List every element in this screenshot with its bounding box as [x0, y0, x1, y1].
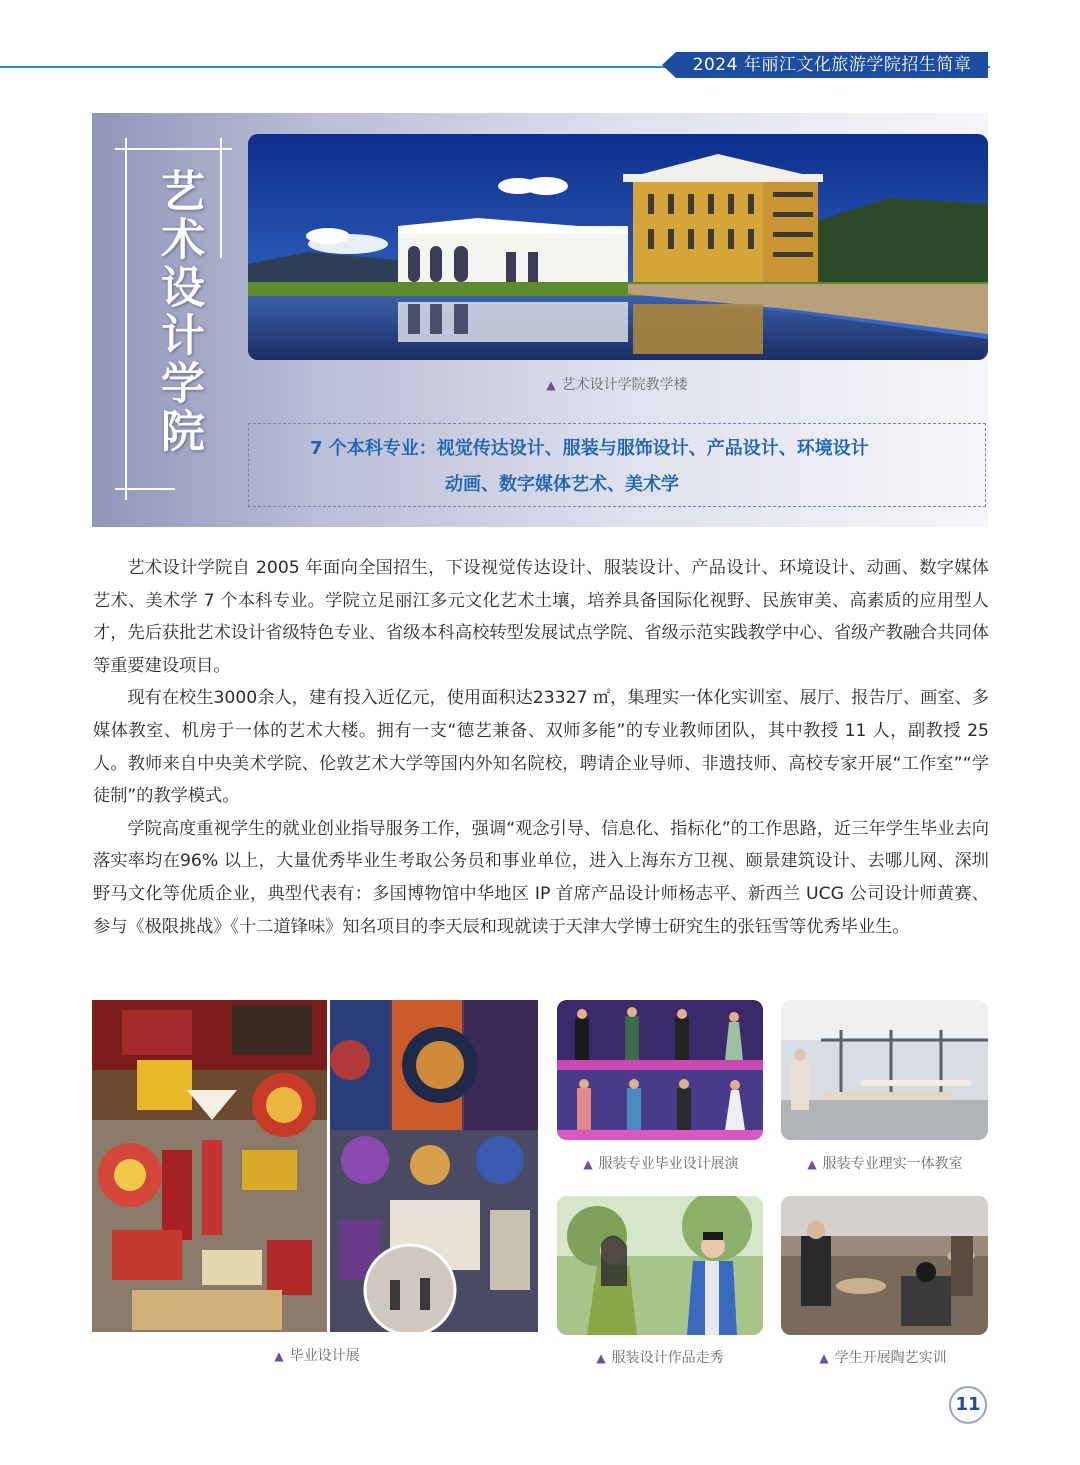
runway-caption: ▲ 服装设计作品走秀 — [596, 1350, 724, 1366]
runway-photo — [557, 1196, 763, 1335]
paragraph: 现有在校生3000余人，建有投入近亿元，使用面积达23327 ㎡，集理实一体化实训室、展厅、报告厅、画室、多媒体教室、机房于一体的艺术大楼。拥有一支“德艺兼备、双师多能”的专业教师团队，其中教授 11 人，副教授 25 人。教师来自中央美术学院、伦敦艺术大学等国内外知名院校，聘请企业导师、非遗技师、高校专家开展“工作室”“学徒制”的教学模式。 — [93, 688, 989, 807]
fashion-show-photo — [557, 1000, 763, 1140]
decor-horizontal-line-top — [115, 148, 232, 150]
fashion-show-caption: ▲ 服装专业毕业设计展演 — [583, 1156, 739, 1172]
triangle-icon: ▲ — [274, 1349, 284, 1363]
pottery-caption: ▲ 学生开展陶艺实训 — [819, 1350, 947, 1366]
page-number: 11 — [949, 1386, 987, 1424]
majors-line-1 — [310, 434, 869, 460]
body-text — [93, 552, 989, 943]
paragraph: 学院高度重视学生的就业创业指导服务工作，强调“观念引导、信息化、指标化”的工作思路，近三年学生毕业去向落实率均在96% 以上，大量优秀毕业生考取公务员和事业单位，进入上海东方卫视、颐景建筑设计、去哪儿网、深圳野马文化等优质企业，典型代表有：多国博物馆中华地区 IP 首席产品设计师杨志平、新西兰 UCG 公司设计师黄赛、参与《极限挑战》《十二道锋味》知名项目的李天辰和现就读于天津大学博士研究生的张钰雪等优秀毕业生。 — [93, 818, 989, 937]
triangle-icon: ▲ — [583, 1157, 593, 1171]
classroom-photo — [781, 1000, 988, 1140]
decor-vertical-line-right — [220, 138, 222, 258]
grad-show-caption: ▲ 毕业设计展 — [274, 1348, 360, 1364]
classroom-caption: ▲ 服装专业理实一体教室 — [807, 1156, 963, 1172]
triangle-icon: ▲ — [546, 378, 556, 392]
decor-vertical-line — [125, 138, 127, 500]
decor-horizontal-line-bottom — [115, 488, 175, 490]
college-title: 艺术设计学院 — [153, 168, 204, 456]
majors-list-2: 动画、数字媒体艺术、美术学 — [445, 474, 679, 495]
majors-list-1: 视觉传达设计、服装与服饰设计、产品设计、环境设计 — [436, 438, 869, 459]
grad-show-photo-right — [330, 1000, 538, 1332]
majors-label: 7 个本科专业： — [310, 438, 437, 459]
grad-show-photo-left — [92, 1000, 327, 1332]
triangle-icon: ▲ — [596, 1351, 606, 1365]
building-photo — [248, 134, 988, 360]
header-rule — [0, 66, 680, 68]
triangle-icon: ▲ — [807, 1157, 817, 1171]
header-title: 2024 年丽江文化旅游学院招生简章 — [676, 52, 988, 78]
pottery-photo — [781, 1196, 988, 1335]
building-photo-caption: ▲ 艺术设计学院教学楼 — [546, 377, 688, 393]
triangle-icon: ▲ — [819, 1351, 829, 1365]
paragraph: 艺术设计学院自 2005 年面向全国招生，下设视觉传达设计、服装设计、产品设计、环境设计、动画、数字媒体艺术、美术学 7 个本科专业。学院立足丽江多元文化艺术土壤，培养具备国际化视野、民族审美、高素质的应用型人才，先后获批艺术设计省级特色专业、省级本科高校转型发展试点学院、省级示范实践教学中心、省级产教融合共同体等重要建设项目。 — [93, 558, 989, 676]
